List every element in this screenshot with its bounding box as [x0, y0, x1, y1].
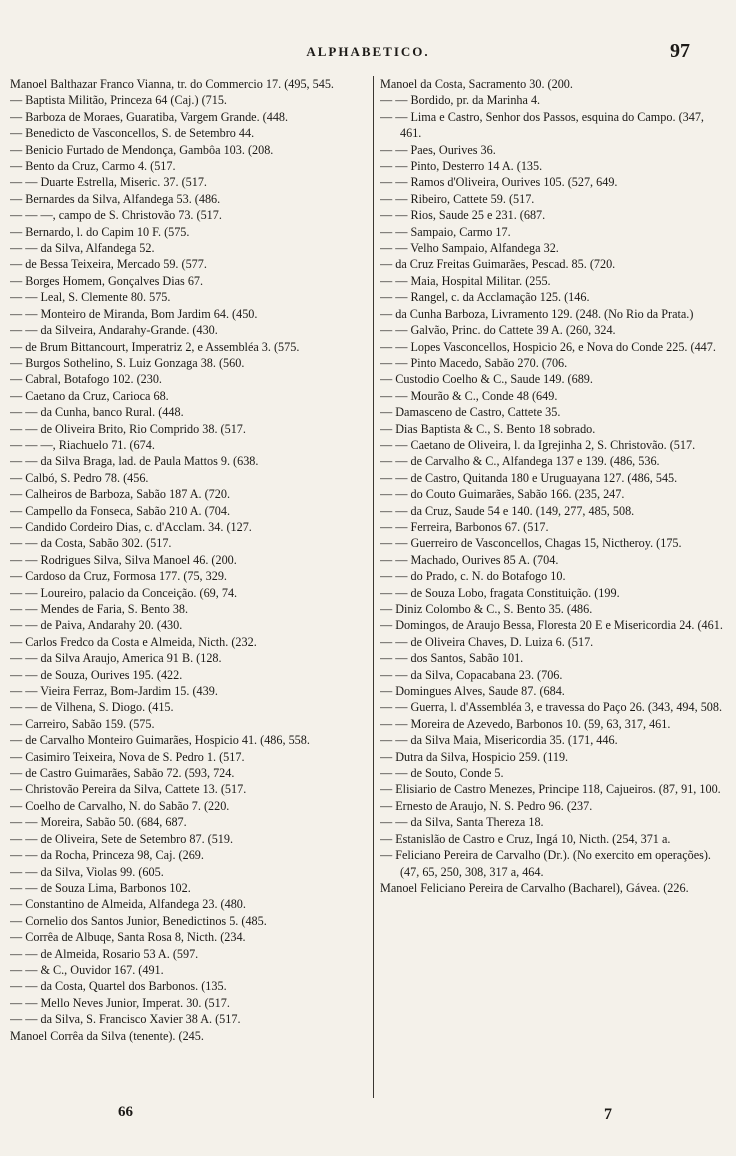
- directory-entry: — de Brum Bittancourt, Imperatriz 2, e Assembléa 3. (575.: [10, 339, 300, 354]
- directory-entry: — — de Souto, Conde 5.: [380, 766, 504, 781]
- directory-entry: — Calbó, S. Pedro 78. (456.: [10, 470, 149, 485]
- directory-entry: — — Duarte Estrella, Miseric. 37. (517.: [10, 175, 207, 190]
- directory-entry: — — Bordido, pr. da Marinha 4.: [380, 93, 541, 108]
- directory-entry: — — Pinto Macedo, Sabão 270. (706.: [380, 355, 568, 370]
- directory-entry: — Constantino de Almeida, Alfandega 23. (480.: [10, 897, 246, 912]
- directory-entry: — — Ribeiro, Cattete 59. (517.: [380, 191, 535, 206]
- directory-entry: — — da Silva Maia, Misericordia 35. (171, 446.: [380, 733, 618, 748]
- directory-entry: — — de Vilhena, S. Diogo. (415.: [10, 700, 174, 715]
- directory-entry: — — Leal, S. Clemente 80. 575.: [10, 290, 171, 305]
- directory-entry: — Domingues Alves, Saude 87. (684.: [380, 684, 565, 699]
- directory-entry: — Diniz Colombo & C., S. Bento 35. (486.: [380, 602, 593, 616]
- directory-entry: — Christovão Pereira da Silva, Cattete 13. (517.: [10, 782, 247, 797]
- directory-entry: — — de Paiva, Andarahy 20. (430.: [10, 618, 183, 633]
- directory-entry: — — Guerreiro de Vasconcellos, Chagas 15, Nictheroy. (175.: [380, 536, 682, 551]
- directory-entry: — — da Silva Araujo, America 91 B. (128.: [10, 651, 222, 666]
- directory-entry: — Burgos Sothelino, S. Luiz Gonzaga 38. (560.: [10, 355, 245, 370]
- directory-entry: — — da Costa, Sabão 302. (517.: [10, 536, 172, 551]
- directory-entry: — Domingos, de Araujo Bessa, Floresta 20 E e Misericordia 24. (461.: [380, 618, 723, 633]
- directory-entry: — — & C., Ouvidor 167. (491.: [10, 962, 164, 977]
- column-divider: [373, 76, 374, 1098]
- directory-entry: — — —, Riachuelo 71. (674.: [10, 437, 155, 452]
- directory-entry: — Bento da Cruz, Carmo 4. (517.: [10, 159, 176, 174]
- directory-entry: — Campello da Fonseca, Sabão 210 A. (704.: [10, 503, 231, 518]
- directory-entry: — Dias Baptista & C., S. Bento 18 sobrado.: [380, 421, 596, 436]
- directory-entry: — — Loureiro, palacio da Conceição. (69, 74.: [10, 585, 238, 600]
- directory-entry: — — Vieira Ferraz, Bom-Jardim 15. (439.: [10, 684, 218, 699]
- signature-mark-right: 7: [604, 1106, 612, 1123]
- directory-entry: — Custodio Coelho & C., Saude 149. (689.: [380, 372, 593, 387]
- directory-entry: — Cornelio dos Santos Junior, Benedictinos 5. (485.: [10, 913, 267, 928]
- directory-entry: — — Paes, Ourives 36.: [380, 142, 496, 157]
- directory-entry: — — Mello Neves Junior, Imperat. 30. (517.: [10, 995, 230, 1010]
- directory-entry: — — Moreira de Azevedo, Barbonos 10. (59, 63, 317, 461.: [380, 716, 671, 731]
- directory-entry: — — da Silva, S. Francisco Xavier 38 A. (517.: [10, 1012, 241, 1027]
- directory-entry: — Borges Homem, Gonçalves Dias 67.: [10, 273, 204, 288]
- directory-entry: — — da Costa, Quartel dos Barbonos. (135.: [10, 979, 227, 994]
- directory-entry: — de Castro Guimarães, Sabão 72. (593, 724.: [10, 766, 235, 781]
- directory-entry: — — Rangel, c. da Acclamação 125. (146.: [380, 290, 590, 305]
- directory-entry: — Carlos Fredco da Costa e Almeida, Nicth. (232.: [10, 634, 257, 649]
- directory-entry: — Barboza de Moraes, Guaratiba, Vargem Grande. (448.: [10, 109, 289, 124]
- directory-entry: — — do Couto Guimarães, Sabão 166. (235, 247.: [380, 487, 625, 502]
- directory-entry: — — Galvão, Princ. do Cattete 39 A. (260, 324.: [380, 323, 616, 338]
- directory-entry: — Feliciano Pereira de Carvalho (Dr.). (No exercito em operações). (47, 65, 250, 308, 317 a, 464.: [380, 848, 711, 879]
- directory-entry: — — Rodrigues Silva, Silva Manoel 46. (200.: [10, 552, 237, 567]
- directory-entry: — — de Oliveira Brito, Rio Comprido 38. (517.: [10, 421, 246, 436]
- directory-entry: — — do Prado, c. N. do Botafogo 10.: [380, 569, 566, 584]
- directory-entry: — — Mendes de Faria, S. Bento 38.: [10, 602, 189, 616]
- directory-entry: — — Sampaio, Carmo 17.: [380, 224, 511, 239]
- directory-entry: — — de Carvalho & C., Alfandega 137 e 139. (486, 536.: [380, 454, 660, 469]
- directory-entry: — — Rios, Saude 25 e 231. (687.: [380, 208, 546, 223]
- directory-entry: — Elisiario de Castro Menezes, Principe 118, Cajueiros. (87, 91, 100.: [380, 782, 721, 797]
- directory-entry: — — Pinto, Desterro 14 A. (135.: [380, 159, 543, 174]
- directory-entry: — Coelho de Carvalho, N. do Sabão 7. (220.: [10, 798, 230, 813]
- directory-entry: — — Maia, Hospital Militar. (255.: [380, 273, 551, 288]
- running-title: ALPHABETICO.: [306, 44, 430, 59]
- directory-entry: — Benedicto de Vasconcellos, S. de Setembro 44.: [10, 126, 255, 141]
- directory-entry: — — Moreira, Sabão 50. (684, 687.: [10, 815, 187, 830]
- directory-entry: — Bernardo, l. do Capim 10 F. (575.: [10, 224, 190, 239]
- directory-entry: — — de Souza, Ourives 195. (422.: [10, 667, 183, 682]
- directory-entry: — — Velho Sampaio, Alfandega 32.: [380, 241, 559, 256]
- directory-entry: — — de Almeida, Rosario 53 A. (597.: [10, 946, 199, 961]
- directory-entry: Manoel Balthazar Franco Vianna, tr. do Commercio 17. (495, 545.: [10, 77, 334, 91]
- right-column: [380, 76, 724, 1106]
- directory-entry: — — Ramos d'Oliveira, Ourives 105. (527, 649.: [380, 175, 618, 190]
- page-header: [0, 40, 736, 70]
- directory-entry: — Cardoso da Cruz, Formosa 177. (75, 329.: [10, 569, 227, 584]
- directory-entry: Manoel Corrêa da Silva (tenente). (245.: [10, 1028, 204, 1043]
- directory-entry: — — da Cruz, Saude 54 e 140. (149, 277, 485, 508.: [380, 503, 635, 518]
- directory-entry: — — Monteiro de Miranda, Bom Jardim 64. (450.: [10, 306, 258, 321]
- directory-entry: — Calheiros de Barboza, Sabão 187 A. (720.: [10, 487, 231, 502]
- directory-entry: — — Lopes Vasconcellos, Hospicio 26, e Nova do Conde 225. (447.: [380, 339, 716, 354]
- directory-entry: — de Bessa Teixeira, Mercado 59. (577.: [10, 257, 207, 272]
- directory-entry: — Dutra da Silva, Hospicio 259. (119.: [380, 749, 569, 764]
- left-column: [10, 76, 366, 1106]
- directory-entry: — — da Rocha, Princeza 98, Caj. (269.: [10, 848, 204, 863]
- directory-entry: — Corrêa de Albuqe, Santa Rosa 8, Nicth. (234.: [10, 930, 246, 945]
- directory-entry: — Bernardes da Silva, Alfandega 53. (486.: [10, 191, 221, 206]
- directory-entry: — — Ferreira, Barbonos 67. (517.: [380, 519, 549, 534]
- directory-entry: — Baptista Militão, Princeza 64 (Caj.) (715.: [10, 93, 227, 108]
- directory-entry: — Carreiro, Sabão 159. (575.: [10, 716, 155, 731]
- directory-entry: — — da Silva, Violas 99. (605.: [10, 864, 164, 879]
- directory-entry: — da Cruz Freitas Guimarães, Pescad. 85. (720.: [380, 257, 616, 272]
- directory-entry: Manoel da Costa, Sacramento 30. (200.: [380, 77, 573, 91]
- directory-entry: — — da Silva, Copacabana 23. (706.: [380, 667, 563, 682]
- directory-entry: — Ernesto de Araujo, N. S. Pedro 96. (237.: [380, 798, 593, 813]
- signature-mark: 66: [118, 1104, 133, 1120]
- directory-entry: — Damasceno de Castro, Cattete 35.: [380, 405, 561, 420]
- directory-entry: — — de Oliveira, Sete de Setembro 87. (519.: [10, 831, 234, 846]
- directory-entry: — — dos Santos, Sabão 101.: [380, 651, 524, 666]
- directory-entry: — — Guerra, l. d'Assembléa 3, e travessa do Paço 26. (343, 494, 508.: [380, 700, 723, 715]
- directory-entry: — — Mourão & C., Conde 48 (649.: [380, 388, 558, 403]
- directory-entry: Manoel Feliciano Pereira de Carvalho (Bacharel), Gávea. (226.: [380, 880, 689, 895]
- directory-entry: — Casimiro Teixeira, Nova de S. Pedro 1. (517.: [10, 749, 245, 764]
- directory-entry: — — Lima e Castro, Senhor dos Passos, esquina do Campo. (347, 461.: [380, 109, 704, 141]
- directory-entry: — — da Cunha, banco Rural. (448.: [10, 405, 184, 420]
- directory-entry: — — de Castro, Quitanda 180 e Uruguayana 127. (486, 545.: [380, 470, 678, 485]
- directory-entry: — — da Silva, Alfandega 52.: [10, 241, 155, 256]
- directory-entry: — Cabral, Botafogo 102. (230.: [10, 372, 162, 387]
- directory-entry: — — Machado, Ourives 85 A. (704.: [380, 552, 559, 567]
- directory-entry: — da Cunha Barboza, Livramento 129. (248. (No Rio da Prata.): [380, 306, 694, 321]
- directory-entry: — Caetano da Cruz, Carioca 68.: [10, 388, 169, 403]
- directory-entry: — Estanislão de Castro e Cruz, Ingá 10, Nicth. (254, 371 a.: [380, 831, 671, 846]
- directory-entry: — — —, campo de S. Christovão 73. (517.: [10, 208, 222, 223]
- directory-entry: — — de Oliveira Chaves, D. Luiza 6. (517.: [380, 634, 594, 649]
- directory-entry: — — Caetano de Oliveira, l. da Igrejinha 2, S. Christovão. (517.: [380, 437, 696, 452]
- directory-entry: — — da Silva, Santa Thereza 18.: [380, 815, 544, 830]
- directory-entry: — Candido Cordeiro Dias, c. d'Acclam. 34. (127.: [10, 519, 252, 534]
- directory-entry: — — de Souza Lobo, fragata Constituição. (199.: [380, 585, 620, 600]
- directory-entry: — Benicio Furtado de Mendonça, Gambôa 103. (208.: [10, 142, 274, 157]
- directory-entry: — — da Silva Braga, lad. de Paula Mattos 9. (638.: [10, 454, 259, 469]
- directory-entry: — — da Silveira, Andarahy-Grande. (430.: [10, 323, 218, 338]
- page-number: 97: [670, 40, 690, 62]
- directory-entry: — de Carvalho Monteiro Guimarães, Hospicio 41. (486, 558.: [10, 733, 310, 748]
- directory-entry: — — de Souza Lima, Barbonos 102.: [10, 880, 191, 895]
